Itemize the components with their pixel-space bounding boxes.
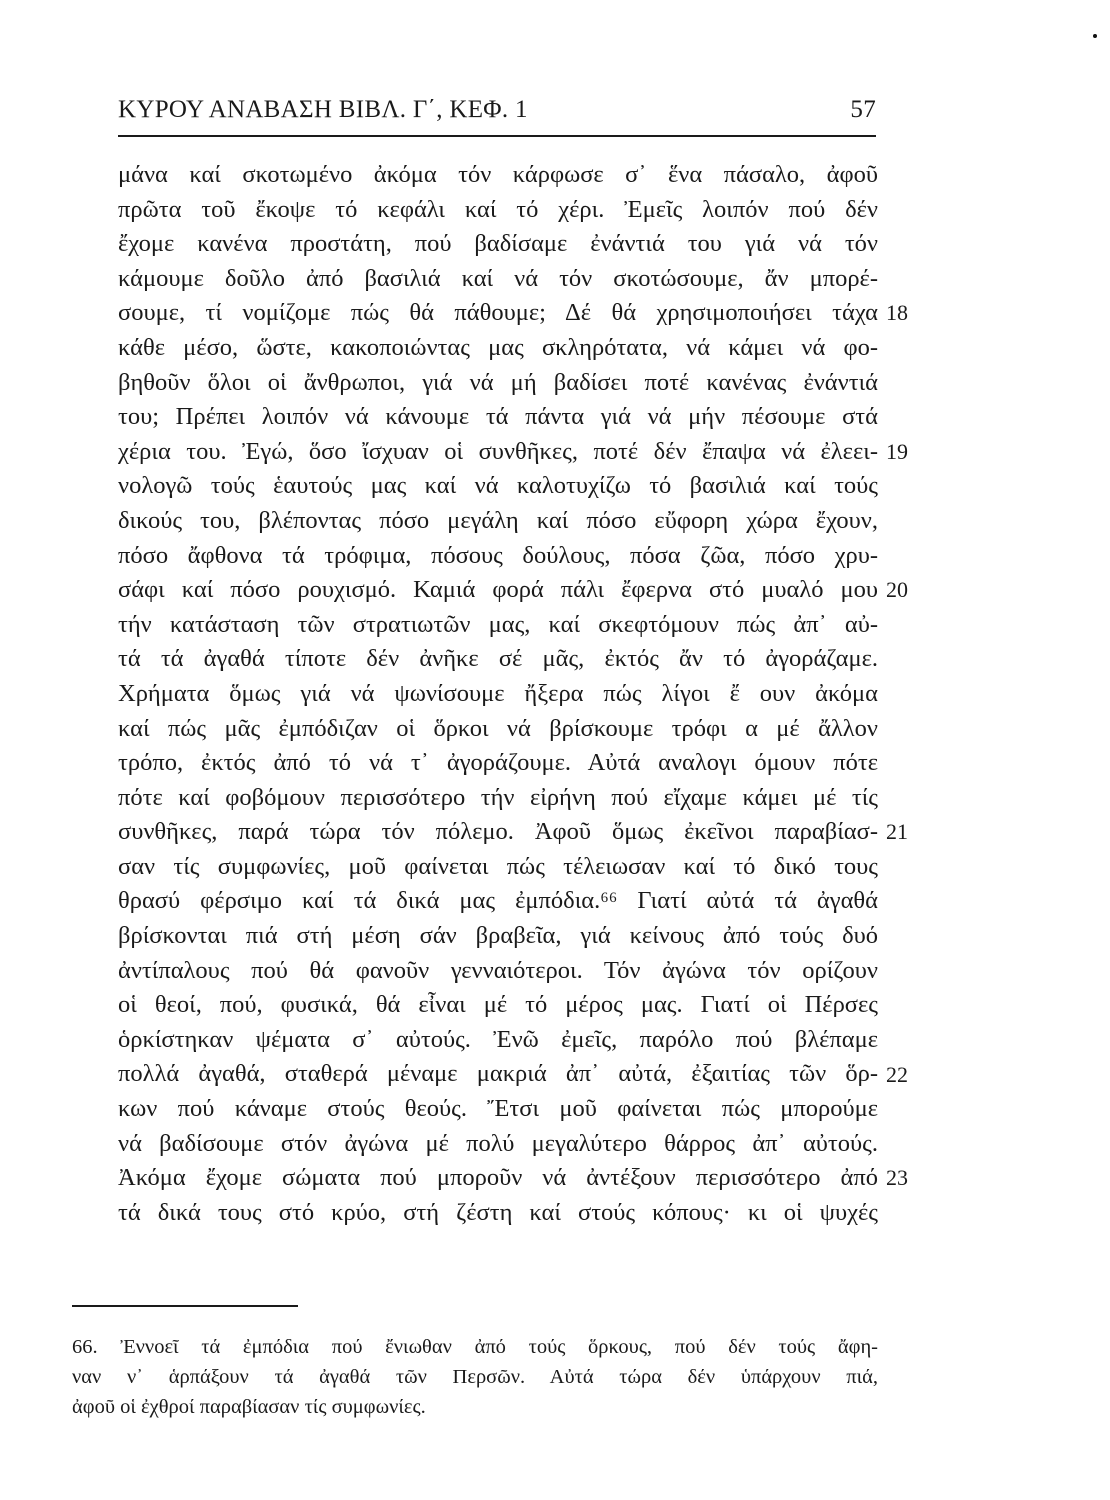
running-title: ΚΥΡΟΥ ΑΝΑΒΑΣΗ ΒΙΒΛ. Γ΄, ΚΕΦ. 1 <box>118 96 528 123</box>
text-line: κάμουμε δοῦλο ἀπό βασιλιά καί νά τόν σκοτώσουμε, ἄν μπορέ- <box>118 264 878 292</box>
text-line: οἱ θεοί, πού, φυσικά, θά εἶναι μέ τό μέρος μας. Γιατί οἱ Πέρσες <box>118 991 878 1019</box>
text-line: πολλά ἀγαθά, σταθερά μέναμε μακριά ἀπ᾿ αὐτά, ἐξαιτίας τῶν ὅρ- <box>118 1060 878 1088</box>
text-line: τρόπο, ἐκτός ἀπό τό νά τ᾿ ἀγοράζουμε. Αὐτά αναλογι όμουν πότε <box>118 749 878 777</box>
text-line: νολογῶ τούς ἑαυτούς μας καί νά καλοτυχίζω τό βασιλιά καί τούς <box>118 472 878 500</box>
text-line: βρίσκονται πιά στή μέση σάν βραβεῖα, γιά κείνους ἀπό τούς δυό <box>118 922 878 950</box>
main-text <box>118 158 878 1230</box>
section-number: 19 <box>886 438 908 464</box>
footnote-line: ἀφοῦ οἱ ἐχθροί παραβίασαν τίς συμφωνίες. <box>72 1396 426 1418</box>
text-line: κάθε μέσο, ὥστε, κακοποιώντας μας σκληρότατα, νά κάμει νά φο- <box>118 333 878 361</box>
text-line: πόσο ἄφθονα τά τρόφιμα, πόσους δούλους, πόσα ζῶα, πόσο χρυ- <box>118 541 878 569</box>
section-number: 20 <box>886 577 908 603</box>
stray-ink-dot <box>1093 34 1097 38</box>
text-line: σάφι καί πόσο ρουχισμό. Καμιά φορά πάλι ἔφερνα στό μυαλό μου <box>118 576 878 604</box>
running-header <box>118 96 876 136</box>
footnote-line: 66. Ἐννοεῖ τά ἐμπόδια πού ἔνιωθαν ἀπό τούς ὅρκους, πού δέν τούς ἄφη- <box>72 1336 878 1358</box>
text-line: κων πού κάναμε στούς θεούς. Ἔτσι μοῦ φαίνεται πώς μπορούμε <box>118 1095 878 1123</box>
text-line: ἔχομε κανένα προστάτη, πού βαδίσαμε ἐνάντιά του γιά νά τόν <box>118 230 878 258</box>
text-line: σαν τίς συμφωνίες, μοῦ φαίνεται πώς τέλειωσαν καί τό δικό τους <box>118 852 878 880</box>
text-line: του; Πρέπει λοιπόν νά κάνουμε τά πάντα γιά νά μήν πέσουμε στά <box>118 403 878 431</box>
text-line: μάνα καί σκοτωμένο ἀκόμα τόν κάρφωσε σ᾿ ἕνα πάσαλο, ἀφοῦ <box>118 161 878 188</box>
text-line: χέρια του. Ἐγώ, ὅσο ἴσχυαν οἱ συνθῆκες, ποτέ δέν ἔπαψα νά ἐλεει- <box>118 437 878 465</box>
text-line: θρασύ φέρσιμο καί τά δικά μας ἐμπόδια.⁶⁶ Γιατί αὐτά τά ἀγαθά <box>118 887 878 915</box>
footnote-rule <box>72 1305 298 1307</box>
section-number: 21 <box>886 819 908 845</box>
text-line: σουμε, τί νομίζομε πώς θά πάθουμε; Δέ θά χρησιμοποιήσει τάχα <box>118 299 878 327</box>
footnote-line: ναν ν᾿ ἁρπάξουν τά ἀγαθά τῶν Περσῶν. Αὐτά τώρα δέν ὑπάρχουν πιά, <box>72 1366 878 1388</box>
footnotes <box>72 1332 878 1422</box>
text-line: ἀντίπαλους πού θά φανοῦν γενναιότεροι. Τόν ἀγώνα τόν ορίζουν <box>118 956 878 984</box>
text-line: συνθῆκες, παρά τώρα τόν πόλεμο. Ἀφοῦ ὅμως ἐκεῖνοι παραβίασ- <box>118 818 878 846</box>
section-number: 18 <box>886 300 908 326</box>
section-number: 23 <box>886 1165 908 1191</box>
text-line: πρῶτα τοῦ ἔκοψε τό κεφάλι καί τό χέρι. Ἐμεῖς λοιπόν πού δέν <box>118 195 878 223</box>
text-line: τήν κατάσταση τῶν στρατιωτῶν μας, καί σκεφτόμουν πώς ἀπ᾿ αὐ- <box>118 610 878 638</box>
section-number: 22 <box>886 1061 908 1087</box>
text-line: Ἀκόμα ἔχομε σώματα πού μποροῦν νά ἀντέξουν περισσότερο ἀπό <box>118 1164 878 1192</box>
page-number: 57 <box>850 96 876 123</box>
text-line: ὁρκίστηκαν ψέματα σ᾿ αὐτούς. Ἐνῶ ἐμεῖς, παρόλο πού βλέπαμε <box>118 1025 878 1053</box>
text-line: βηθοῦν ὅλοι οἱ ἄνθρωποι, γιά νά μή βαδίσει ποτέ κανένας ἐνάντιά <box>118 368 878 396</box>
text-line: νά βαδίσουμε στόν ἀγώνα μέ πολύ μεγαλύτερο θάρρος ἀπ᾿ αὐτούς. <box>118 1129 878 1157</box>
text-line: δικούς του, βλέποντας πόσο μεγάλη καί πόσο εὔφορη χώρα ἔχουν, <box>118 506 878 534</box>
text-line: πότε καί φοβόμουν περισσότερο τήν εἰρήνη πού εἴχαμε κάμει μέ τίς <box>118 783 878 811</box>
text-line: τά δικά τους στό κρύο, στή ζέστη καί στούς κόπους· κι οἱ ψυχές <box>118 1198 878 1226</box>
text-line: καί πώς μᾶς ἐμπόδιζαν οἱ ὅρκοι νά βρίσκουμε τρόφι α μέ ἄλλον <box>118 714 878 742</box>
text-line: τά τά ἀγαθά τίποτε δέν ἀνῆκε σέ μᾶς, ἐκτός ἄν τό ἀγοράζαμε. <box>118 645 878 673</box>
text-line: Χρήματα ὅμως γιά νά ψωνίσουμε ἤξερα πώς λίγοι ἔ ουν ἀκόμα <box>118 679 878 707</box>
header-rule <box>118 135 876 137</box>
